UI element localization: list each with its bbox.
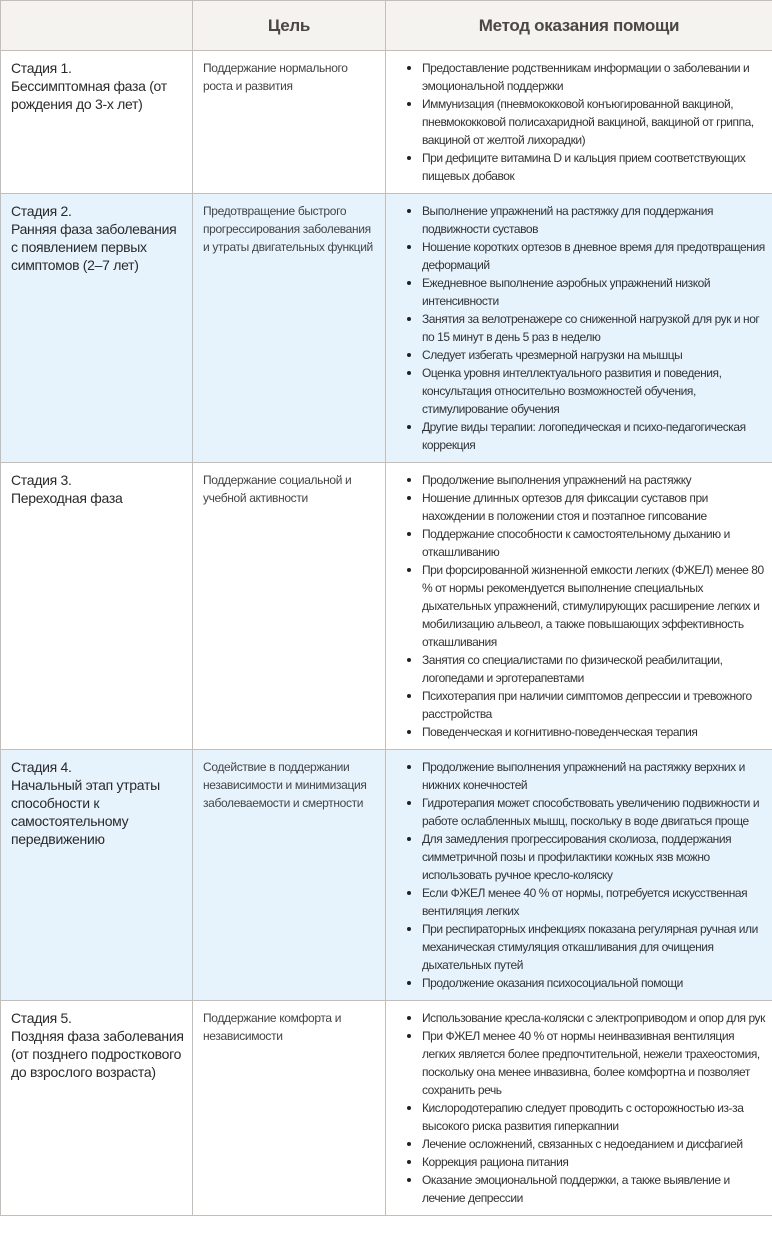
table-row (1, 750, 772, 1001)
stage-title: Стадия 5. (11, 1010, 72, 1026)
header-row (1, 1, 772, 51)
goal-cell: Содействие в поддержании независимости и минимизация заболеваемости и смертности (193, 750, 386, 1001)
method-item: Коррекция рациона питания (422, 1153, 766, 1171)
method-cell (386, 1001, 772, 1216)
method-item: Поведенческая и когнитивно-поведенческая терапия (422, 723, 766, 741)
stage-description: Ранняя фаза заболевания с появлением первых симптомов (2–7 лет) (11, 221, 177, 273)
table-row (1, 194, 772, 463)
method-item: Ношение коротких ортезов в дневное время для предотвращения деформаций (422, 240, 765, 272)
header-method: Метод оказания помощи (386, 1, 772, 51)
method-cell (386, 750, 772, 1001)
method-item: Другие виды терапии: логопедическая и психо-педагогическая коррекция (422, 418, 766, 454)
goal-cell: Предотвращение быстрого прогрессирования заболевания и утраты двигательных функций (193, 194, 386, 463)
method-item: Ежедневное выполнение аэробных упражнений низкой интенсивности (422, 274, 766, 310)
method-item: Кислородотерапию следует проводить с осторожностью из-за высокого риска развития гиперкапнии (422, 1099, 766, 1135)
header-goal: Цель (193, 1, 386, 51)
stage-description: Начальный этап утраты способности к самостоятельному передвижению (11, 777, 160, 847)
table-body (1, 51, 772, 1216)
method-item: Если ФЖЕЛ менее 40 % от нормы, потребуется искусственная вентиляция легких (422, 884, 766, 920)
method-list (386, 59, 766, 185)
method-item: При респираторных инфекциях показана регулярная ручная или механическая стимуляция откашливания для очищения дыхательных путей (422, 920, 766, 974)
stage-title: Стадия 4. (11, 759, 72, 775)
method-item: Предоставление родственникам информации о заболевании и эмоциональной поддержки (422, 59, 766, 95)
method-cell (386, 51, 772, 194)
method-item: Лечение осложнений, связанных с недоеданием и дисфагией (422, 1135, 766, 1153)
goal-cell: Поддержание социальной и учебной активности (193, 463, 386, 750)
table-row (1, 51, 772, 194)
method-list (386, 758, 766, 992)
method-item: Поддержание способности к самостоятельному дыханию и откашливанию (422, 525, 766, 561)
method-item: Оценка уровня интеллектуального развития и поведения, консультация относительно возможностей обучения, стимулирование обучения (422, 364, 766, 418)
method-item: Продолжение выполнения упражнений на растяжку верхних и нижних конечностей (422, 758, 766, 794)
method-item: Оказание эмоциональной поддержки, а также выявление и лечение депрессии (422, 1171, 766, 1207)
method-item: При дефиците витамина D и кальция прием соответствующих пищевых добавок (422, 149, 766, 185)
method-item: Для замедления прогрессирования сколиоза, поддержания симметричной позы и профилактики кожных язв можно использовать ручное кресло-коляску (422, 830, 766, 884)
method-item: Использование кресла-коляски с электроприводом и опор для рук (422, 1011, 765, 1025)
table-row (1, 463, 772, 750)
method-item: Занятия за велотренажере со сниженной нагрузкой для рук и ног по 15 минут в день 5 раз в неделю (422, 310, 766, 346)
stage-description: Поздняя фаза заболевания (от позднего подросткового до взрослого возраста) (11, 1028, 184, 1080)
method-item: Гидротерапия может способствовать увеличению подвижности и работе ослабленных мышц, поскольку в воде двигаться проще (422, 794, 766, 830)
method-item: При ФЖЕЛ менее 40 % от нормы неинвазивная вентиляция легких является более предпочтительной, нежели трахеостомия, поскольку она менее инвазивна, более комфортна и позволяет сохранить речь (422, 1027, 766, 1099)
stage-title: Стадия 1. (11, 60, 72, 76)
method-item: Следует избегать чрезмерной нагрузки на мышцы (422, 346, 766, 364)
stage-title: Стадия 2. (11, 203, 72, 219)
method-item: При форсированной жизненной емкости легких (ФЖЕЛ) менее 80 % от нормы рекомендуется выполнение специальных дыхательных упражнений, стимулирующих расширение легких и мобилизацию альвеол, а также повышающих эффективность откашливания (422, 561, 766, 651)
goal-cell: Поддержание комфорта и независимости (193, 1001, 386, 1216)
method-item: Иммунизация (пневмококковой конъюгированной вакциной, пневмококковой полисахаридной вакциной, вакциной от гриппа, вакциной от желтой лихорадки) (422, 95, 766, 149)
method-cell (386, 194, 772, 463)
table-row (1, 1001, 772, 1216)
method-list (386, 202, 766, 454)
method-cell (386, 463, 772, 750)
stage-title: Стадия 3. (11, 472, 72, 488)
method-item: Продолжение выполнения упражнений на растяжку (422, 471, 766, 489)
method-item: Занятия со специалистами по физической реабилитации, логопедами и эрготерапевтами (422, 651, 766, 687)
header-stage (1, 1, 193, 51)
stage-cell (1, 463, 193, 750)
method-list (386, 471, 766, 741)
goal-cell: Поддержание нормального роста и развития (193, 51, 386, 194)
stage-cell (1, 1001, 193, 1216)
method-item: Ношение длинных ортезов для фиксации суставов при нахождении в положении стоя и поэтапное гипсование (422, 489, 766, 525)
stage-cell (1, 194, 193, 463)
stage-description: Переходная фаза (11, 490, 123, 506)
method-list (386, 1009, 766, 1207)
method-item: Выполнение упражнений на растяжку для поддержания подвижности суставов (422, 202, 766, 238)
stage-description: Бессимптомная фаза (от рождения до 3-х лет) (11, 78, 167, 112)
method-item: Психотерапия при наличии симптомов депрессии и тревожного расстройства (422, 687, 766, 723)
method-item: Продолжение оказания психосоциальной помощи (422, 974, 766, 992)
stage-cell (1, 750, 193, 1001)
stage-cell (1, 51, 193, 194)
